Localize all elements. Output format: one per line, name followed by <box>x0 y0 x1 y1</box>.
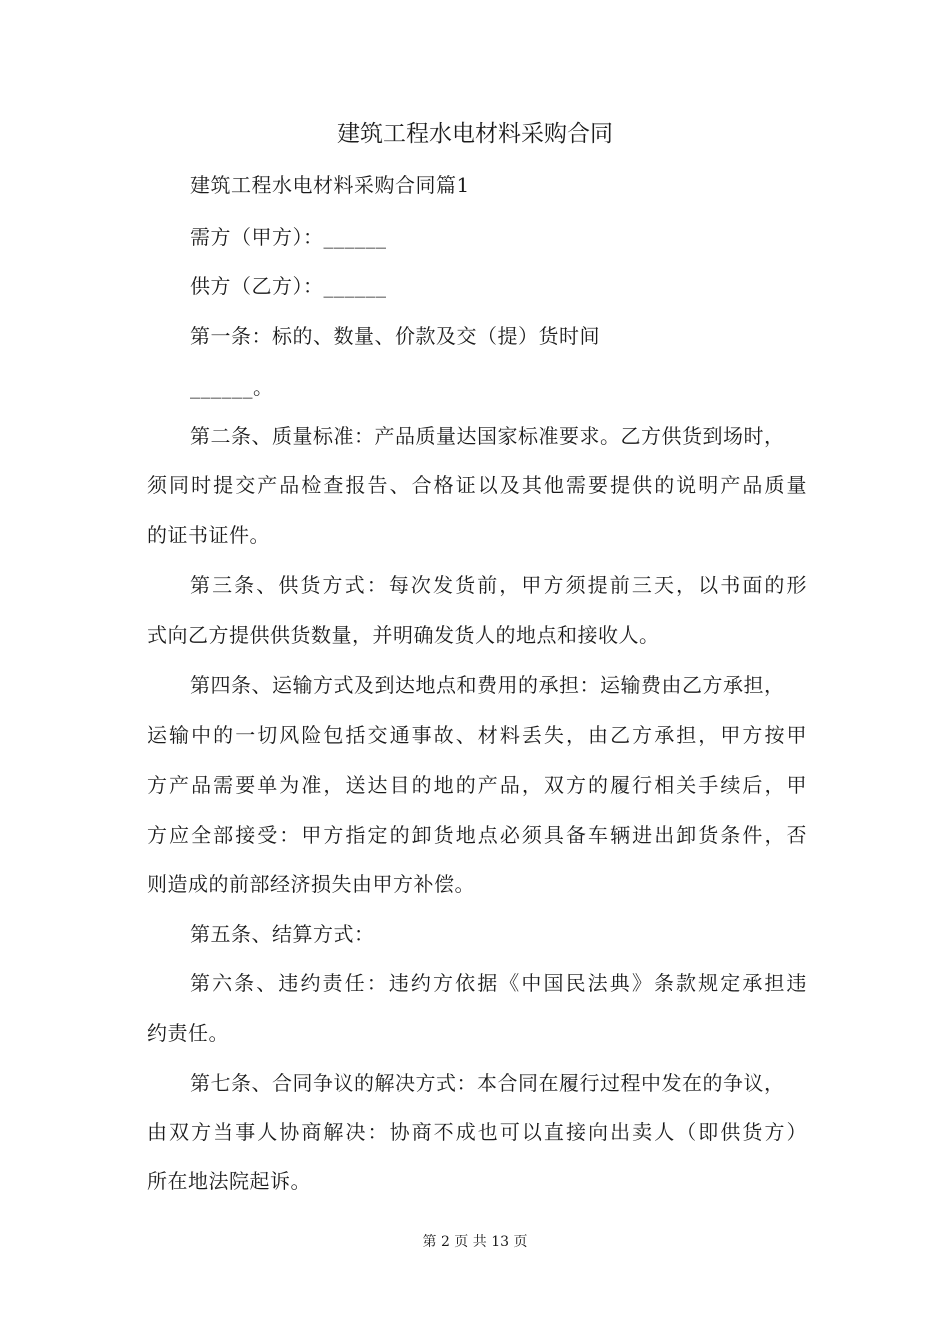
clause-6-line: 约责任。 <box>147 1021 229 1045</box>
buyer-field: 需方（甲方）：______ <box>190 225 387 249</box>
clause-5: 第五条、结算方式： <box>190 922 375 946</box>
page-number: 第 2 页 共 13 页 <box>422 1234 528 1250</box>
clause-1-blank: ______。 <box>190 375 274 399</box>
clause-4-line: 运输中的一切风险包括交通事故、材料丢失，由乙方承担，甲方按甲 <box>147 723 807 747</box>
clause-4-line: 方产品需要单为准，送达目的地的产品，双方的履行相关手续后，甲 <box>147 773 807 797</box>
clause-1: 第一条：标的、数量、价款及交（提）货时间 <box>190 324 600 348</box>
clause-3-line: 式向乙方提供供货数量，并明确发货人的地点和接收人。 <box>147 623 660 647</box>
clause-7-line: 所在地法院起诉。 <box>147 1169 311 1193</box>
clause-2-line: 须同时提交产品检查报告、合格证以及其他需要提供的说明产品质量 <box>147 473 807 497</box>
clause-7-line: 由双方当事人协商解决：协商不成也可以直接向出卖人（即供货方） <box>147 1120 807 1144</box>
clause-4-line: 则造成的前部经济损失由甲方补偿。 <box>147 872 475 896</box>
clause-4-line: 第四条、运输方式及到达地点和费用的承担：运输费由乙方承担， <box>190 673 785 697</box>
clause-3-line: 第三条、供货方式：每次发货前，甲方须提前三天，以书面的形 <box>190 573 807 597</box>
clause-4-line: 方应全部接受：甲方指定的卸货地点必须具备车辆进出卸货条件，否 <box>147 823 807 847</box>
clause-7-line: 第七条、合同争议的解决方式：本合同在履行过程中发在的争议， <box>190 1071 785 1095</box>
supplier-field: 供方（乙方）：______ <box>190 274 387 298</box>
clause-2-line: 第二条、质量标准：产品质量达国家标准要求。乙方供货到场时， <box>190 424 785 448</box>
section-heading: 建筑工程水电材料采购合同篇1 <box>190 173 470 197</box>
clause-2-line: 的证书证件。 <box>147 523 270 547</box>
clause-6-line: 第六条、违约责任：违约方依据《中国民法典》条款规定承担违 <box>190 971 807 995</box>
document-title: 建筑工程水电材料采购合同 <box>337 121 613 147</box>
